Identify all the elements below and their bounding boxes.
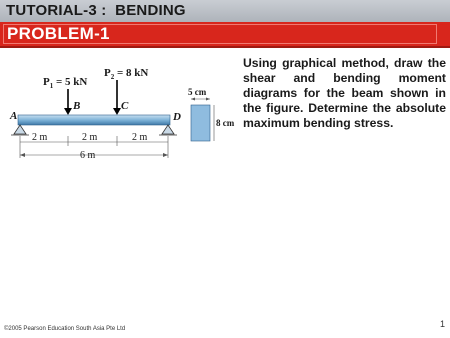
span-label-cd: 2 m [132, 132, 148, 143]
beam-figure [0, 58, 240, 168]
footer-copyright: ©2005 Pearson Education South Asia Pte Ltd [4, 326, 126, 332]
section-height-label: 8 cm [216, 118, 235, 128]
point-label-c: C [121, 100, 129, 112]
page-number: 1 [440, 319, 446, 329]
load-arrow-p1 [64, 89, 72, 115]
point-label-a: A [10, 110, 18, 122]
section-width-label: 5 cm [188, 87, 207, 97]
problem-description: Using graphical method, draw the shear and bending moment diagrams for the beam shown in the figure. Determine the absolute maximum bending stress. [243, 56, 446, 130]
point-label-d: D [173, 111, 181, 123]
point-label-b: B [73, 100, 81, 112]
slide-header-title: TUTORIAL-3 : BENDING [6, 2, 186, 19]
problem-title: PROBLEM-1 [7, 24, 110, 43]
span-label-bc: 2 m [82, 132, 98, 143]
pin-support-a [11, 125, 29, 135]
load-arrow-p2 [113, 80, 121, 115]
cross-section [191, 105, 210, 141]
beam [18, 115, 170, 125]
load-label-p2: $P_2 = 8$ kN [104, 67, 149, 81]
pin-support-d [159, 125, 177, 135]
span-label-ab: 2 m [32, 132, 48, 143]
total-length-label: 6 m [80, 150, 96, 161]
title-banner-shadow [0, 46, 450, 48]
section-width-dimension [191, 98, 210, 101]
load-label-p1: $P_1 = 5$ kN [43, 76, 88, 90]
